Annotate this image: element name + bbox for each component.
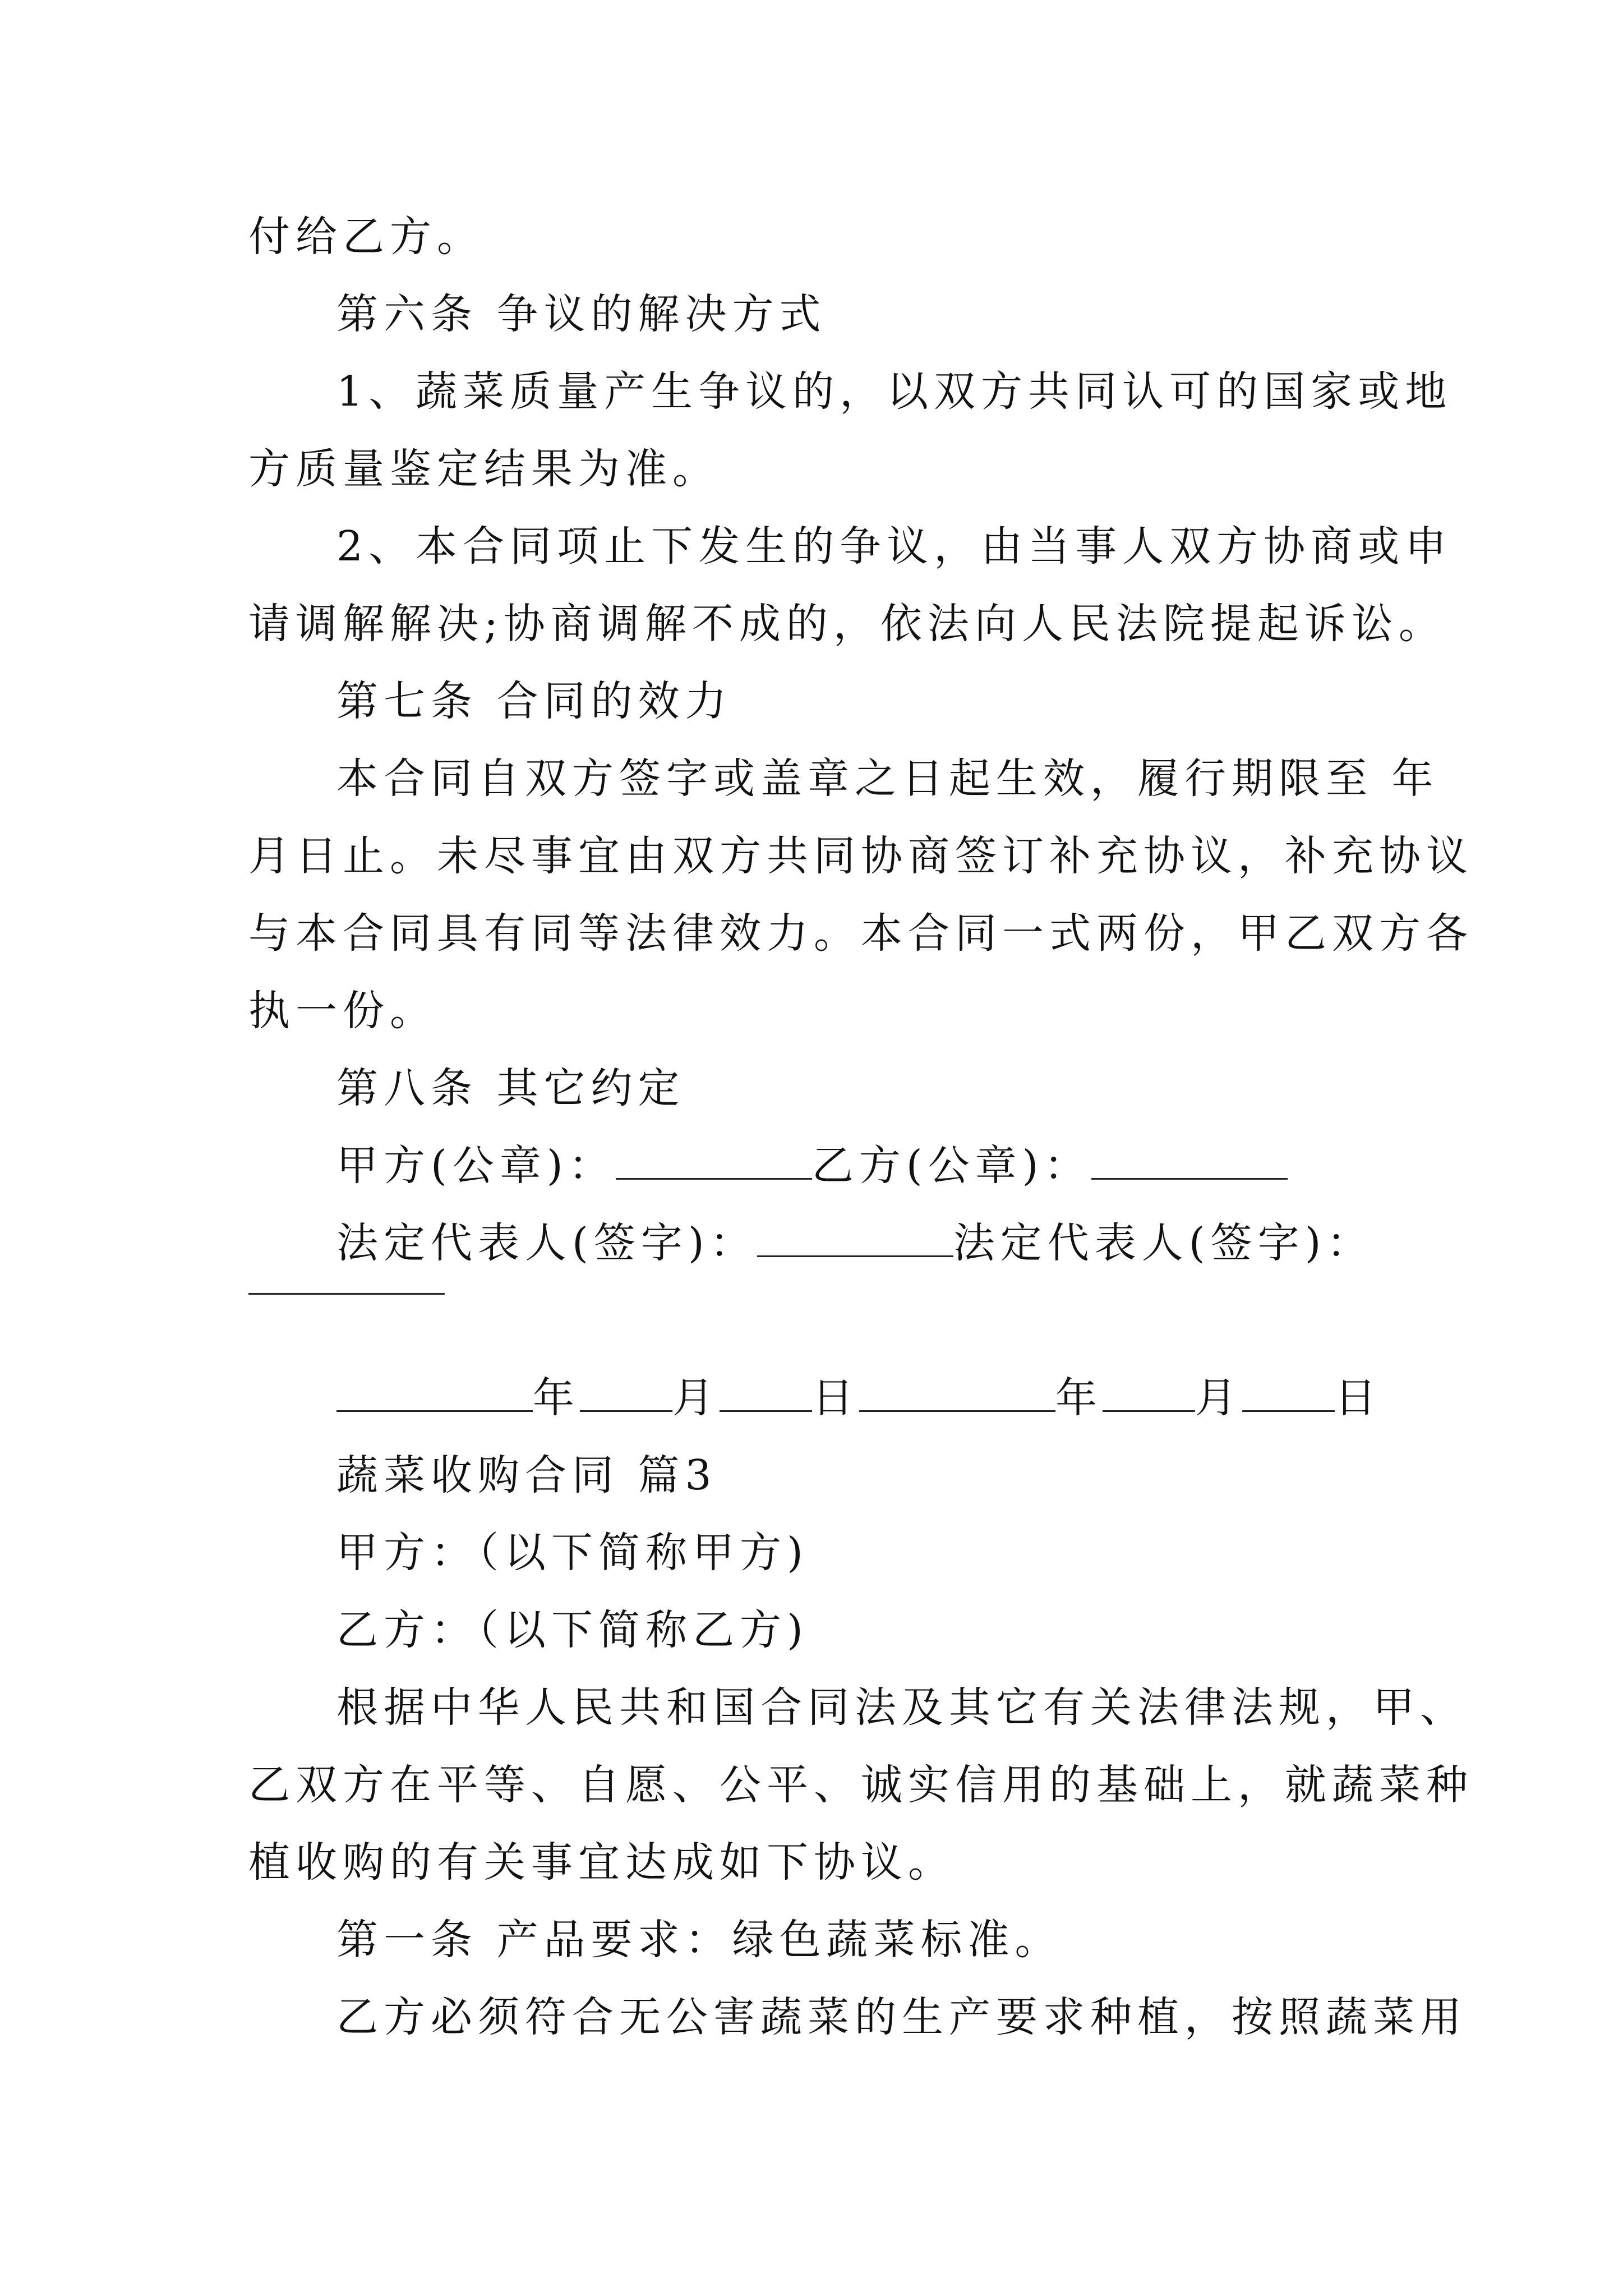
text-line: 执一份。 bbox=[248, 987, 437, 1035]
text-line: 请调解解决;协商调解不成的，依法向人民法院提起诉讼。 bbox=[248, 600, 1446, 648]
day-label-a: 日 bbox=[812, 1374, 859, 1422]
party-a-seal-label: 甲方(公章)： bbox=[336, 1142, 616, 1190]
text-line: 1、蔬菜质量产生争议的，以双方共同认可的国家或地 bbox=[336, 367, 1453, 416]
year-blank-a bbox=[336, 1371, 533, 1412]
party-b-seal-label: 乙方(公章)： bbox=[811, 1142, 1091, 1190]
text-line: 付给乙方。 bbox=[248, 213, 484, 261]
date-line bbox=[336, 1370, 1382, 1426]
representative-line bbox=[336, 1215, 1374, 1271]
text-line: 根据中华人民共和国合同法及其它有关法律法规，甲、 bbox=[336, 1683, 1467, 1732]
text-line: 与本合同具有同等法律效力。本合同一式两份，甲乙双方各 bbox=[248, 909, 1473, 958]
rep-b-blank bbox=[248, 1293, 445, 1295]
text-line: 方质量鉴定结果为准。 bbox=[248, 445, 720, 493]
section-title: 蔬菜收购合同 篇3 bbox=[336, 1451, 717, 1499]
article-heading: 第七条 合同的效力 bbox=[336, 677, 732, 725]
text-line: 植收购的有关事宜达成如下协议。 bbox=[248, 1838, 955, 1887]
article-heading: 第一条 产品要求：绿色蔬菜标准。 bbox=[336, 1916, 1062, 1964]
month-blank-b bbox=[1103, 1371, 1195, 1412]
year-blank-b bbox=[859, 1371, 1055, 1412]
month-label-b: 月 bbox=[1195, 1374, 1242, 1422]
party-b-seal-blank bbox=[1091, 1139, 1288, 1180]
text-line: 乙方必须符合无公害蔬菜的生产要求种植，按照蔬菜用 bbox=[336, 1993, 1467, 2041]
text-line: 月日止。未尽事宜由双方共同协商签订补充协议，补充协议 bbox=[248, 832, 1473, 880]
day-label-b: 日 bbox=[1335, 1374, 1382, 1422]
party-a-seal-blank bbox=[616, 1139, 812, 1180]
year-label-a: 年 bbox=[533, 1374, 580, 1422]
year-label-b: 年 bbox=[1055, 1374, 1103, 1422]
party-b-line: 乙方：（以下简称乙方) bbox=[336, 1606, 809, 1654]
day-blank-b bbox=[1242, 1371, 1335, 1412]
rep-a-blank bbox=[757, 1216, 953, 1257]
party-a-line: 甲方：（以下简称甲方) bbox=[336, 1529, 809, 1577]
month-blank-a bbox=[580, 1371, 672, 1412]
day-blank-a bbox=[720, 1371, 812, 1412]
text-line: 2、本合同项止下发生的争议，由当事人双方协商或申 bbox=[336, 522, 1453, 570]
text-line: 乙双方在平等、自愿、公平、诚实信用的基础上，就蔬菜种 bbox=[248, 1761, 1473, 1809]
seal-line bbox=[336, 1138, 1288, 1194]
rep-a-label: 法定代表人(签字)： bbox=[336, 1219, 757, 1267]
rep-b-label: 法定代表人(签字)： bbox=[953, 1219, 1374, 1267]
month-label-a: 月 bbox=[672, 1374, 720, 1422]
text-line: 本合同自双方签字或盖章之日起生效，履行期限至 年 bbox=[336, 754, 1439, 803]
article-heading: 第八条 其它约定 bbox=[336, 1064, 685, 1112]
article-heading: 第六条 争议的解决方式 bbox=[336, 290, 827, 338]
